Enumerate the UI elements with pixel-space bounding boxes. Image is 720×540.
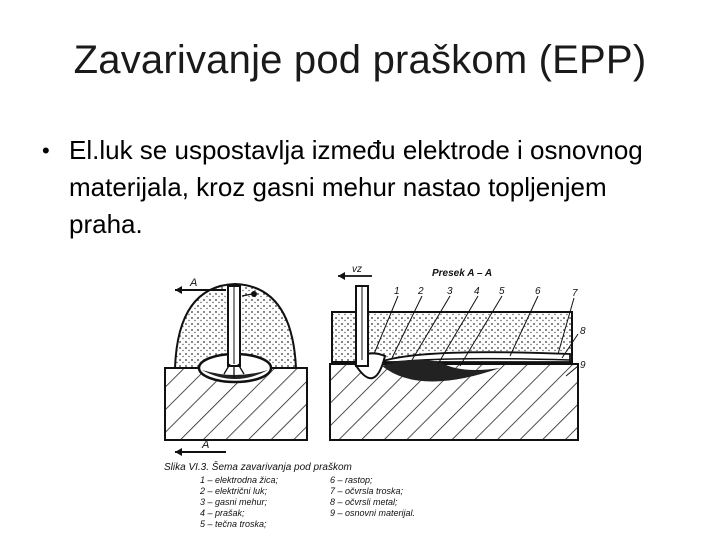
legend-right-8: 8 – očvrsli metal; [330, 497, 398, 507]
legend-right-6: 6 – rastop; [330, 475, 373, 485]
legend-right-9: 9 – osnovni materijal. [330, 508, 416, 518]
cross-section-left [165, 277, 307, 456]
bullet-dot-icon: • [42, 138, 50, 163]
part-number-5: 5 [499, 286, 505, 297]
part-number-1: 1 [394, 286, 400, 297]
section-mark-top: A [190, 277, 198, 289]
welding-schematic-figure [160, 256, 600, 536]
part-number-4: 4 [474, 286, 480, 297]
caption-title: Slika VI.3. Šema zavarivanja pod praškom [164, 462, 352, 473]
slide-title: Zavarivanje pod praškom (EPP) [73, 38, 647, 82]
legend-left-5: 5 – tečna troska; [200, 519, 267, 529]
part-number-9: 9 [580, 360, 586, 371]
longitudinal-section-right [330, 264, 586, 440]
section-label: Presek A – A [432, 268, 493, 279]
welding-diagram [160, 256, 600, 536]
section-mark-bottom: A [202, 439, 210, 451]
legend-right-7: 7 – očvrsla troska; [330, 486, 404, 496]
part-number-3: 3 [447, 286, 453, 297]
part-number-8: 8 [580, 326, 586, 337]
legend-left-1: 1 – elektrodna žica; [200, 475, 279, 485]
legend-left-2: 2 – električni luk; [200, 486, 268, 496]
part-number-6: 6 [535, 286, 541, 297]
legend-left-4: 4 – prašak; [200, 508, 245, 518]
part-number-7: 7 [572, 288, 578, 299]
legend-left-3: 3 – gasni mehur; [200, 497, 268, 507]
part-number-2: 2 [418, 286, 424, 297]
bullet-text: El.luk se uspostavlja između elektrode i osnovnog materijala, kroz gasni mehur nastao topljenjem praha. [69, 135, 643, 239]
figure-caption [164, 460, 415, 529]
velocity-label: vz [352, 264, 362, 275]
bullet-point [42, 132, 682, 243]
